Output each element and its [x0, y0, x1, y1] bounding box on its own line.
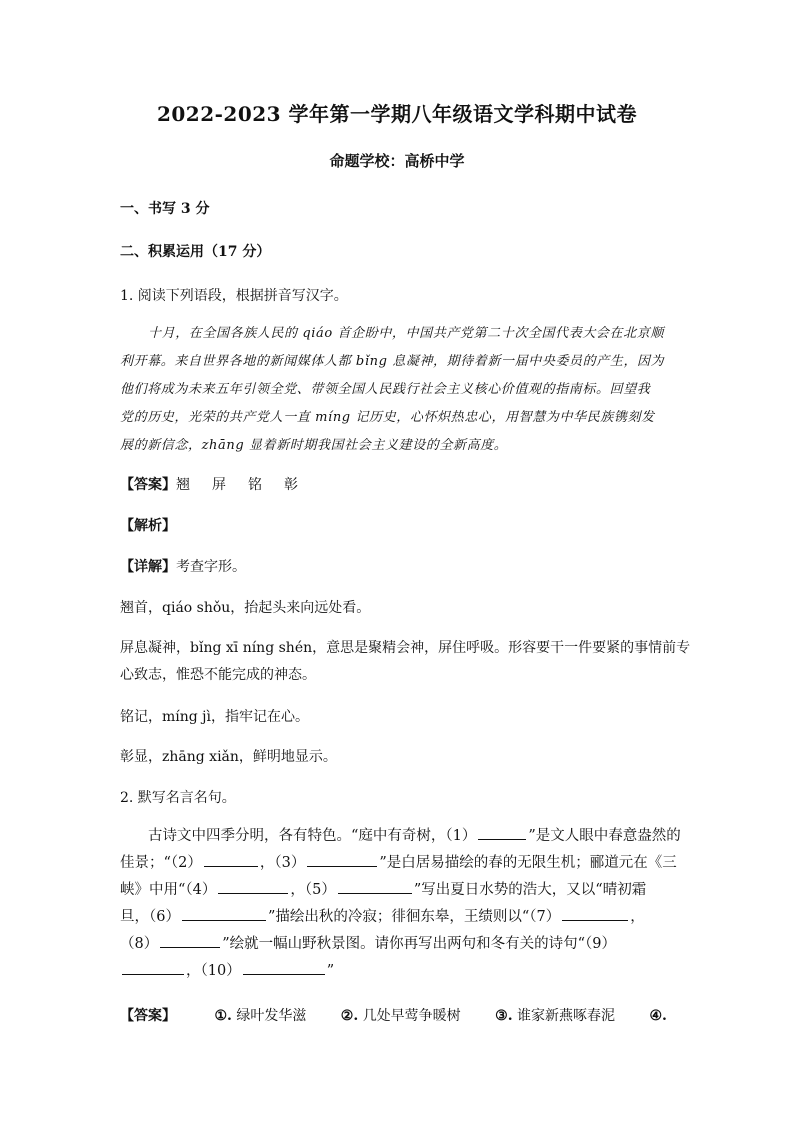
explanation-line: 屏息凝神，bǐng xī níng shén，意思是聚精会神，屏住呼吸。形容要干一件要紧的事情前专: [120, 640, 691, 656]
poem-line: [120, 823, 680, 850]
answer-number: ③.: [495, 1008, 513, 1024]
explanation-line: 心致志，惟恐不能完成的神态。: [120, 667, 316, 683]
answer-number: ①.: [214, 1008, 232, 1024]
answer-blank[interactable]: [243, 960, 325, 975]
answer-blank[interactable]: [160, 933, 220, 948]
detail-text: 考查字形。: [176, 559, 246, 575]
answer-number: ②.: [340, 1008, 359, 1024]
text-run: ，（10）: [186, 963, 241, 979]
answer-number: ④.: [649, 1008, 667, 1024]
answer-word: 翘: [176, 477, 190, 493]
answer-word: 屏: [212, 477, 226, 493]
answer-blank[interactable]: [478, 825, 526, 840]
answer-blank[interactable]: [307, 852, 377, 867]
text-run: ”绘就一幅山野秋景图。请你再写出两句和冬有关的诗句“（9）: [222, 936, 617, 952]
question-2-answer: [120, 1005, 680, 1025]
page-subtitle: 命题学校：高桥中学: [329, 152, 465, 170]
question-1-prompt: 1. 阅读下列语段，根据拼音写汉字。: [120, 288, 348, 304]
poem-line: [120, 931, 680, 958]
detail-label: 【详解】: [120, 559, 176, 575]
text-run: （8）: [120, 936, 159, 952]
passage-line: 他们将成为未来五年引领全党、带领全国人民践行社会主义核心价值观的指南标。回望我: [120, 382, 651, 397]
question-2-text: [120, 823, 680, 985]
answer-item: [341, 1005, 461, 1025]
question-1-answer: [120, 474, 320, 494]
text-run: 峡》中用“（4）: [120, 882, 217, 898]
text-run: ”是文人眼中春意盎然的: [528, 828, 681, 844]
answer-item: [495, 1005, 615, 1025]
passage-line: 十月，在全国各族人民的 qiáo 首企盼中，中国共产党第二十次全国代表大会在北京顺: [148, 326, 664, 341]
poem-line: [120, 904, 680, 931]
passage-line: 党的历史，光荣的共产党人一直 míng 记历史，心怀炽热忠心，用智慧为中华民族镌刻发: [120, 410, 655, 425]
answer-blank[interactable]: [218, 879, 288, 894]
answer-label: 【答案】: [120, 477, 176, 493]
poem-line: [120, 958, 680, 985]
detail-line: [120, 556, 246, 576]
text-run: ，（3）: [259, 855, 306, 871]
answer-blank[interactable]: [562, 906, 628, 921]
passage-line: 展的新信念，zhāng 显着新时期我国社会主义建设的全新高度。: [120, 438, 508, 453]
answer-text: 几处早莺争暖树: [362, 1008, 461, 1024]
answer-blank[interactable]: [182, 906, 266, 921]
answer-text: 绿叶发华滋: [236, 1008, 307, 1024]
text-run: ”: [326, 963, 335, 979]
passage-line: 利开幕。来自世界各地的新闻媒体人都 bǐng 息凝神，期待着新一届中央委员的产生，因为: [120, 354, 665, 369]
answer-word: 彰: [284, 477, 298, 493]
text-run: 旦，（6）: [120, 909, 180, 925]
text-run: ”描绘出秋的冷寂；徘徊东皋，王绩则以“（7）: [267, 909, 561, 925]
text-run: ”是白居易描绘的春的无限生机；郦道元在《三: [379, 855, 677, 871]
text-run: ”写出夏日水势的浩大，又以“晴初霜: [413, 882, 647, 898]
text-run: 佳景；“（2）: [120, 855, 202, 871]
question-1-passage: [120, 320, 680, 460]
explanation-line: 铭记，míng jì，指牢记在心。: [120, 709, 309, 725]
explanation-line: 翘首，qiáo shǒu，抬起头来向远处看。: [120, 600, 371, 616]
answer-blank[interactable]: [122, 960, 184, 975]
analysis-label: 【解析】: [120, 518, 176, 534]
question-2-prompt: 2. 默写名言名句。: [120, 790, 236, 806]
answer-blank[interactable]: [204, 852, 258, 867]
explanation-line: 彰显，zhāng xiǎn，鲜明地显示。: [120, 749, 337, 765]
answer-item: [649, 1008, 666, 1024]
answer-label: 【答案】: [120, 1008, 176, 1024]
page-title: 2022-2023 学年第一学期八年级语文学科期中试卷: [156, 102, 638, 126]
section-heading-2: 二、积累运用（17 分）: [120, 244, 271, 260]
text-run: ，: [630, 909, 645, 925]
answer-item: [214, 1005, 306, 1025]
answer-blank[interactable]: [338, 879, 412, 894]
answer-text: 谁家新燕啄春泥: [517, 1008, 616, 1024]
poem-line: [120, 877, 680, 904]
section-heading-1: 一、书写 3 分: [120, 201, 210, 217]
poem-line: [120, 850, 680, 877]
text-run: ，（5）: [290, 882, 336, 898]
answer-word: 铭: [248, 477, 262, 493]
text-run: 古诗文中四季分明，各有特色。“庭中有奇树，（1）: [148, 828, 477, 844]
